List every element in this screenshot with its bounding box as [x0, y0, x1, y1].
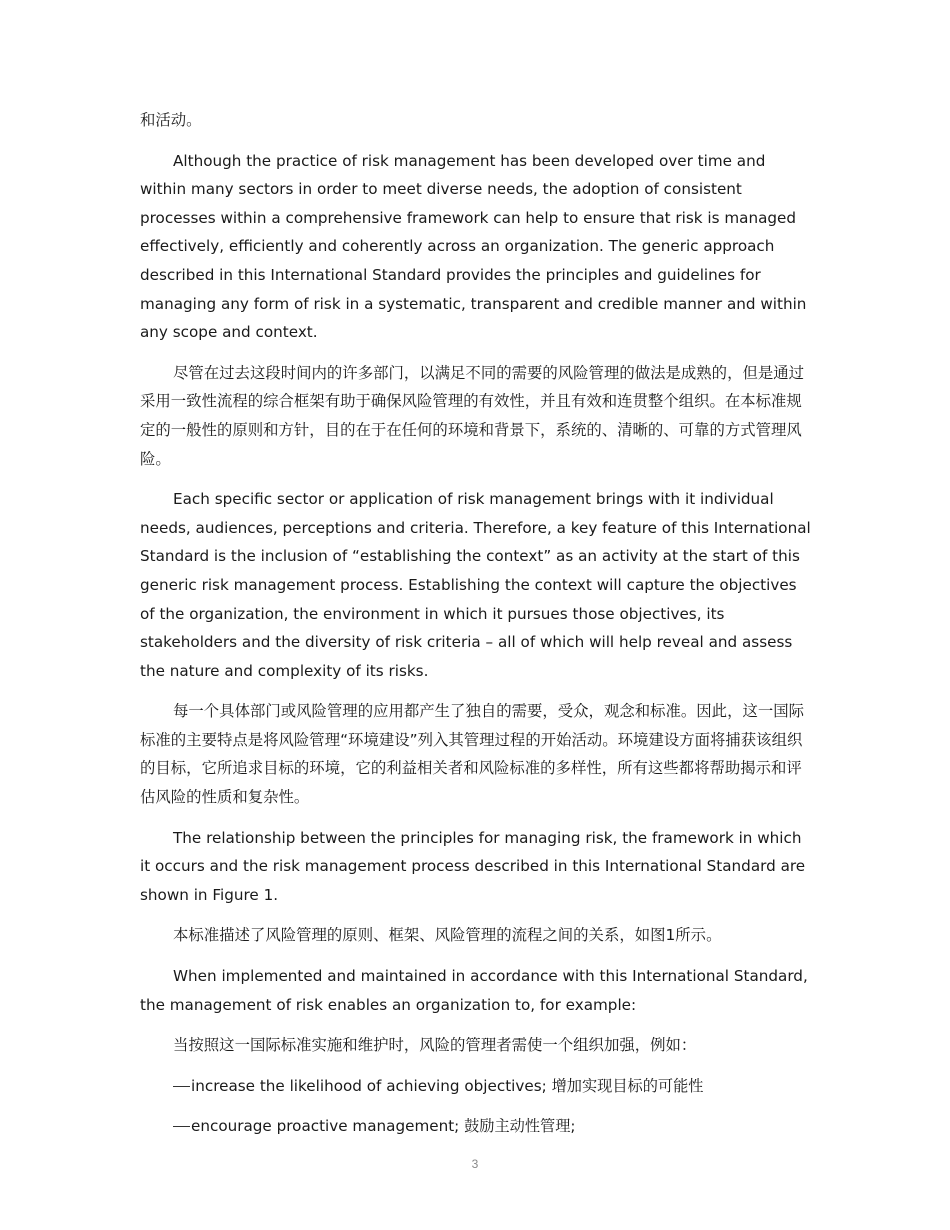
paragraph-risk-management-practice-zh: 尽管在过去这段时间内的许多部门，以满足不同的需要的风险管理的做法是成熟的，但是通过采用一致性流程的综合框架有助于确保风险管理的有效性，并且有效和连贯整个组织。在本标准规定的一般性的原则和方针，目的在于在任何的环境和背景下，系统的、清晰的、可靠的方式管理风险。 — [140, 363, 805, 468]
paragraph-continuation: 和活动。 — [140, 111, 202, 129]
document-page — [140, 106, 812, 1153]
paragraph-risk-management-practice: Although the practice of risk management has been developed over time and within many sectors in order to meet diverse needs, the adoption of consistent processes within a comprehensive framework can help to ensure that risk is managed effectively, efficiently and coherently across an organization. The generic approach described in this International Standard provides the principles and guidelines for managing any form of risk in a systematic, transparent and credible manner and within any scope and context. — [140, 151, 807, 342]
page-number: 3 — [471, 1157, 479, 1171]
paragraph-specific-sector: Each specific sector or application of risk management brings with it individual needs, audiences, perceptions and criteria. Therefore, a key feature of this International Standard is the inclusion of “establishing the context” as an activity at the start of this generic risk management process. Establishing the context will capture the objectives of the organization, the environment in which it pursues those objectives, its stakeholders and the diversity of risk criteria – all of which will help reveal and assess the nature and complexity of its risks. — [140, 490, 811, 680]
paragraph-implementation-zh: 当按照这一国际标准实施和维护时，风险的管理者需使一个组织加强，例如： — [173, 1036, 697, 1055]
paragraph-relationship: The relationship between the principles for managing risk, the framework in which it occurs and the risk management process described in this International Standard are shown in Figure 1. — [140, 828, 806, 904]
list-item-text: encourage proactive management; 鼓励主动性管理; — [191, 1117, 576, 1136]
paragraph-implementation: When implemented and maintained in accordance with this International Standard, the management of risk enables an organization to, for example: — [140, 967, 808, 1014]
list-item — [140, 1112, 812, 1141]
paragraph-specific-sector-zh: 每一个具体部门或风险管理的应用都产生了独自的需要，受众，观念和标准。因此，这一国际标准的主要特点是将风险管理“环境建设”列入其管理过程的开始活动。环境建设方面将捕获该组织的目标，它所追求目标的环境，它的利益相关者和风险标准的多样性，所有这些都将帮助揭示和评估风险的性质和复杂性。 — [140, 702, 805, 807]
list-item-text: increase the likelihood of achieving objectives; 增加实现目标的可能性 — [191, 1076, 704, 1095]
dash-bullet-icon — [173, 1086, 190, 1087]
dash-bullet-icon — [173, 1126, 190, 1127]
paragraph-relationship-zh: 本标准描述了风险管理的原则、框架、风险管理的流程之间的关系，如图1所示。 — [173, 926, 722, 945]
list-item — [140, 1072, 812, 1101]
